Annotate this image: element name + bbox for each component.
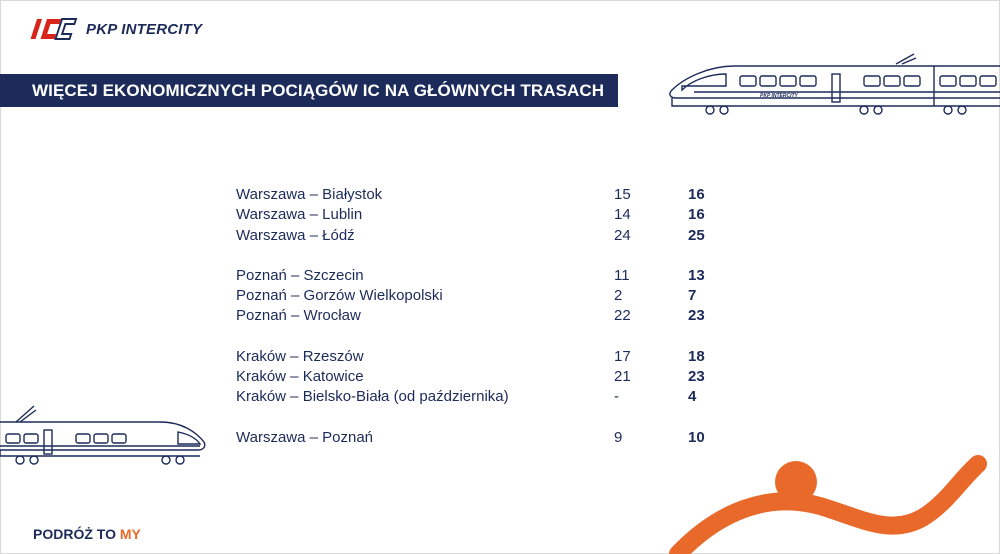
routes-table [236,186,756,469]
route-name: Kraków – Katowice [236,368,364,386]
route-name: Warszawa – Lublin [236,206,363,224]
old-count: 15 [614,186,631,203]
slide-title [0,74,618,107]
table-row [236,287,756,307]
new-count: 13 [688,266,705,284]
train-left-icon [0,402,210,468]
pkp-intercity-logo-icon [30,16,80,42]
new-count: 23 [688,307,705,325]
table-row [236,227,756,247]
svg-text:PKP INTERCITY: PKP INTERCITY [760,93,798,99]
route-name: Warszawa – Łódź [236,226,355,244]
route-name: Poznań – Wrocław [236,307,361,325]
table-row [236,267,756,287]
slide-title-text: WIĘCEJ EKONOMICZNYCH POCIĄGÓW IC NA GŁÓWNYCH TRASACH [32,80,605,100]
new-count: 16 [688,186,705,203]
footer-text: PODRÓŻ TO [33,526,116,542]
orange-swoosh-icon [660,440,1000,554]
old-count: 22 [614,307,631,325]
route-name: Kraków – Bielsko-Biała (od października) [236,388,509,406]
new-count: 7 [688,287,697,305]
old-count: 2 [614,287,623,305]
table-row [236,186,756,206]
table-row [236,206,756,226]
old-count: 11 [614,266,630,284]
old-count: 9 [614,428,623,446]
route-name: Kraków – Rzeszów [236,347,364,365]
table-row [236,348,756,368]
old-count: 14 [614,206,631,224]
route-group-poznan [236,267,756,328]
new-count: 10 [688,428,705,446]
new-count: 16 [688,206,705,224]
old-count: 17 [614,347,631,365]
new-count: 18 [688,347,705,365]
old-count: - [614,388,619,406]
route-name: Poznań – Szczecin [236,266,364,284]
route-name: Warszawa – Białystok [236,186,383,203]
table-row [236,307,756,327]
new-count: 25 [688,226,705,244]
table-row [236,368,756,388]
route-name: Warszawa – Poznań [236,428,374,446]
new-count: 4 [688,388,697,406]
old-count: 24 [614,226,631,244]
footer-slogan [33,526,141,542]
footer-accent: MY [119,526,141,542]
table-row [236,388,756,408]
logo-text: PKP INTERCITY [86,20,203,38]
route-group-warszawa [236,186,756,247]
route-name: Poznań – Gorzów Wielkopolski [236,287,443,305]
train-top-icon [664,50,1000,118]
old-count: 21 [614,368,631,386]
pkp-intercity-logo [30,16,202,42]
route-group-krakow [236,348,756,409]
new-count: 23 [688,368,705,386]
